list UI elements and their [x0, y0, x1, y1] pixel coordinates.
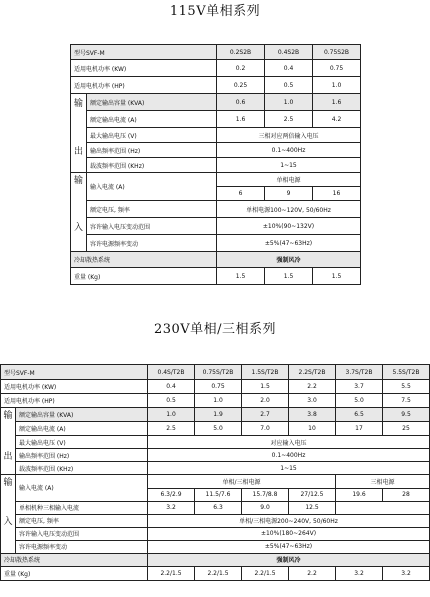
kva-cell: 1.0	[148, 408, 195, 422]
table-row	[71, 77, 361, 94]
kw-cell: 0.75	[195, 380, 242, 394]
kva-cell: 0.6	[217, 94, 265, 111]
table-row	[71, 218, 361, 235]
table-row	[1, 501, 430, 514]
carrier-label: 载波频率范围 (KHz)	[87, 158, 217, 173]
hp-cell: 2.0	[242, 394, 289, 408]
table-row	[1, 394, 430, 408]
output-section-label: 出	[1, 449, 16, 462]
kw-cell: 1.5	[242, 380, 289, 394]
table2-title: 230V单相/三相系列	[153, 322, 277, 337]
hp-cell: 0.5	[148, 394, 195, 408]
model-cell: 0.75S/T2B	[195, 365, 242, 380]
model-cell: 5.5S/T2B	[383, 365, 430, 380]
rated-cell: 单相电源100~120V, 50/60Hz	[217, 201, 361, 218]
inamp-label: 输入电流 (A)	[16, 475, 148, 502]
weight-label: 重量 (Kg)	[71, 268, 217, 285]
section-spacer	[1, 422, 16, 436]
section-spacer	[1, 436, 16, 449]
single3-cell: 9.0	[242, 501, 289, 514]
input-section-label: 入	[1, 514, 16, 527]
output-section-label: 输	[71, 94, 87, 111]
model-cell: 0.75S2B	[313, 45, 361, 60]
table-row	[1, 408, 430, 422]
weight-cell: 2.2	[289, 566, 336, 580]
freq-label: 输出频率范围 (Hz)	[87, 143, 217, 158]
model-cell: 1.5S/T2B	[242, 365, 289, 380]
inamp-cell: 6.3/2.9	[148, 488, 195, 501]
hp-label: 适用电机功率 (HP)	[1, 394, 148, 408]
table-row	[71, 94, 361, 111]
model-cell: 2.2S/T2B	[289, 365, 336, 380]
table-row	[71, 268, 361, 285]
volt-tol-cell: ±10%(90~132V)	[217, 218, 361, 235]
phase-a-cell: 单相/三相电源	[148, 475, 336, 489]
table-row	[1, 553, 430, 566]
inamp-cell: 16	[313, 187, 361, 201]
volt-tol-label: 容许输入电压变动范围	[16, 527, 148, 540]
freq-tol-cell: ±5%(47~63Hz)	[148, 540, 430, 553]
kw-label: 适用电机功率 (KW)	[1, 380, 148, 394]
kw-cell: 0.75	[313, 60, 361, 77]
weight-label: 重量 (Kg)	[1, 566, 148, 580]
table-row	[1, 422, 430, 436]
freq-tol-label: 容许电源频率变动	[87, 235, 217, 252]
phase-b-cell: 三相电源	[336, 475, 430, 489]
cool-cell: 强制风冷	[148, 553, 430, 566]
model-cell: 0.4S/T2B	[148, 365, 195, 380]
table-row	[71, 173, 361, 187]
weight-cell: 2.2/1.5	[195, 566, 242, 580]
input-section-label: 入	[71, 218, 87, 235]
freq-label: 输出频率范围 (Hz)	[16, 449, 148, 462]
cool-label: 冷却散热系统	[71, 252, 217, 268]
amp-cell: 2.5	[148, 422, 195, 436]
kw-cell: 2.2	[289, 380, 336, 394]
model-cell: 0.4S2B	[265, 45, 313, 60]
inamp-label: 输入电流 (A)	[87, 173, 217, 201]
inamp-cell: 6	[217, 187, 265, 201]
spec-table-115v	[70, 44, 361, 285]
weight-cell: 1.5	[265, 268, 313, 285]
maxv-cell: 三相对应两倍输入电压	[217, 128, 361, 143]
weight-cell: 3.2	[383, 566, 430, 580]
single3-cell: 6.3	[195, 501, 242, 514]
inamp-cell: 11.5/7.6	[195, 488, 242, 501]
amp-label: 额定输出电流 (A)	[16, 422, 148, 436]
kva-cell: 6.5	[336, 408, 383, 422]
hp-cell: 7.5	[383, 394, 430, 408]
single3-label: 单相机种三相输入电流	[16, 501, 148, 514]
phase-cell: 单相电源	[217, 173, 361, 187]
section-spacer	[71, 201, 87, 218]
freq-cell: 0.1~400Hz	[148, 449, 430, 462]
section-spacer	[1, 501, 16, 514]
kw-cell: 0.4	[148, 380, 195, 394]
output-section-label: 输	[1, 408, 16, 422]
spec-table-230v	[0, 364, 430, 581]
table-row	[1, 462, 430, 475]
table-row	[1, 527, 430, 540]
input-section-label: 输	[1, 475, 16, 489]
section-spacer	[71, 111, 87, 128]
section-spacer	[1, 527, 16, 540]
carrier-cell: 1~15	[217, 158, 361, 173]
table-row	[71, 252, 361, 268]
rated-cell: 单相/三相电源200~240V, 50/60Hz	[148, 514, 430, 527]
inamp-cell: 27/12.5	[289, 488, 336, 501]
kva-cell: 2.7	[242, 408, 289, 422]
inamp-cell: 9	[265, 187, 313, 201]
maxv-label: 最大输出电压 (V)	[16, 436, 148, 449]
table-row	[71, 201, 361, 218]
amp-cell: 7.0	[242, 422, 289, 436]
section-spacer	[1, 540, 16, 553]
amp-cell: 25	[383, 422, 430, 436]
hp-cell: 1.0	[313, 77, 361, 94]
kw-label: 适用电机功率 (KW)	[71, 60, 217, 77]
amp-label: 额定输出电流 (A)	[87, 111, 217, 128]
freq-cell: 0.1~400Hz	[217, 143, 361, 158]
amp-cell: 1.6	[217, 111, 265, 128]
cool-cell: 强制风冷	[217, 252, 361, 268]
section-spacer	[71, 158, 87, 173]
kva-label: 额定输出容量 (KVA)	[87, 94, 217, 111]
amp-cell: 17	[336, 422, 383, 436]
amp-cell: 5.0	[195, 422, 242, 436]
table-row	[71, 158, 361, 173]
weight-cell: 1.5	[217, 268, 265, 285]
kw-cell: 3.7	[336, 380, 383, 394]
inamp-cell: 15.7/8.8	[242, 488, 289, 501]
freq-tol-label: 容许电源频率变动	[16, 540, 148, 553]
kw-cell: 0.2	[217, 60, 265, 77]
hp-cell: 5.0	[336, 394, 383, 408]
freq-tol-cell: ±5%(47~63Hz)	[217, 235, 361, 252]
hp-cell: 0.5	[265, 77, 313, 94]
table-row	[71, 143, 361, 158]
maxv-label: 最大输出电压 (V)	[87, 128, 217, 143]
model-label: 型号SVF-M	[71, 45, 217, 60]
section-spacer	[71, 235, 87, 252]
kva-cell: 9.5	[383, 408, 430, 422]
volt-tol-cell: ±10%(180~264V)	[148, 527, 430, 540]
section-spacer	[71, 128, 87, 143]
model-label: 型号SVF-M	[1, 365, 148, 380]
inamp-cell: 28	[383, 488, 430, 501]
kva-cell: 1.9	[195, 408, 242, 422]
weight-cell: 2.2/1.5	[148, 566, 195, 580]
table-row	[1, 365, 430, 380]
table-row	[1, 436, 430, 449]
model-cell: 3.7S/T2B	[336, 365, 383, 380]
table-row	[71, 60, 361, 77]
amp-cell: 4.2	[313, 111, 361, 128]
table1-title: 115V单相系列	[169, 4, 261, 19]
hp-cell: 3.0	[289, 394, 336, 408]
kw-cell: 5.5	[383, 380, 430, 394]
weight-cell: 1.5	[313, 268, 361, 285]
volt-tol-label: 容许输入电压变动范围	[87, 218, 217, 235]
rated-label: 额定电压, 频率	[16, 514, 148, 527]
weight-cell: 2.2/1.5	[242, 566, 289, 580]
table-row	[71, 111, 361, 128]
inamp-cell: 19.6	[336, 488, 383, 501]
single3-empty	[336, 501, 430, 514]
cool-label: 冷却散热系统	[1, 553, 148, 566]
weight-cell: 3.2	[336, 566, 383, 580]
kva-label: 额定输出容量 (KVA)	[16, 408, 148, 422]
section-spacer	[1, 488, 16, 501]
maxv-cell: 对应输入电压	[148, 436, 430, 449]
hp-cell: 1.0	[195, 394, 242, 408]
table-row	[71, 45, 361, 60]
input-section-label: 输	[71, 173, 87, 187]
table-row	[1, 449, 430, 462]
kva-cell: 1.0	[265, 94, 313, 111]
table-row	[1, 566, 430, 580]
kva-cell: 3.8	[289, 408, 336, 422]
kw-cell: 0.4	[265, 60, 313, 77]
model-cell: 0.2S2B	[217, 45, 265, 60]
table-row	[71, 128, 361, 143]
section-spacer	[71, 187, 87, 201]
hp-label: 适用电机功率 (HP)	[71, 77, 217, 94]
kva-cell: 1.6	[313, 94, 361, 111]
single3-cell: 12.5	[289, 501, 336, 514]
hp-cell: 0.25	[217, 77, 265, 94]
single3-cell: 3.2	[148, 501, 195, 514]
carrier-label: 载波频率范围 (KHz)	[16, 462, 148, 475]
carrier-cell: 1~15	[148, 462, 430, 475]
table-row	[1, 514, 430, 527]
table-row	[1, 475, 430, 489]
rated-label: 额定电压, 频率	[87, 201, 217, 218]
amp-cell: 2.5	[265, 111, 313, 128]
amp-cell: 10	[289, 422, 336, 436]
table-row	[1, 540, 430, 553]
section-spacer	[1, 462, 16, 475]
table-row	[1, 380, 430, 394]
output-section-label: 出	[71, 143, 87, 158]
table-row	[71, 235, 361, 252]
